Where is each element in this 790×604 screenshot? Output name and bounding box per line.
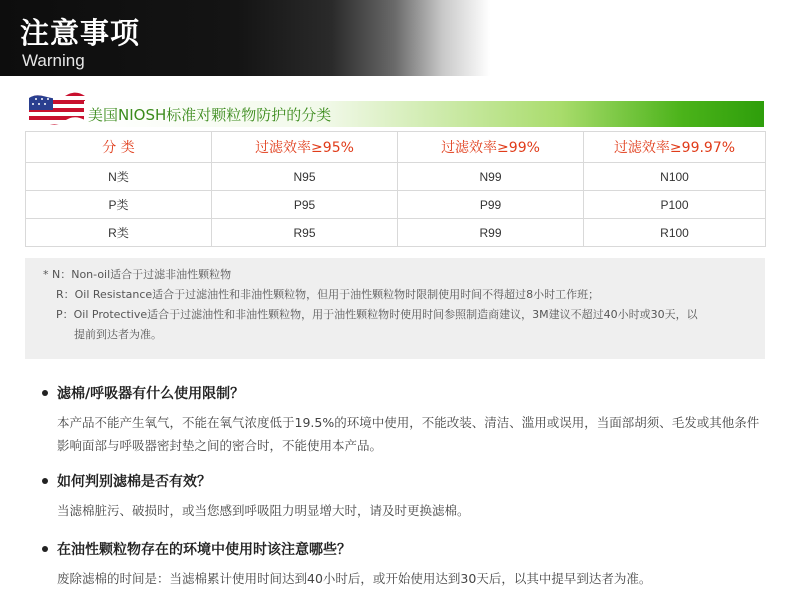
table-row: [26, 163, 766, 191]
header-efficiency-9997: 过滤效率≥99.97%: [584, 132, 766, 163]
classification-table: [25, 131, 766, 247]
table-cell: R95: [212, 219, 398, 247]
faq-item-filter-validity: [40, 471, 760, 522]
table-row: [26, 219, 766, 247]
classification-notes: [25, 258, 765, 359]
note-p: P：Oil Protective适合于过滤油性和非油性颗粒物，用于油性颗粒物时使用时间参照制造商建议，3M建议不超过40小时或30天，以: [56, 308, 698, 321]
faq-question: [40, 471, 760, 493]
note-r: R：Oil Resistance适合于过滤油性和非油性颗粒物，但用于油性颗粒物时限制使用时间不得超过8小时工作班；: [56, 288, 600, 301]
faq-question-text: 滤棉/呼吸器有什么使用限制？: [57, 386, 245, 402]
table-cell: R类: [26, 219, 212, 247]
warning-banner: [0, 0, 790, 76]
faq-item-oily-environment: [40, 539, 760, 590]
faq-answer: 本产品不能产生氧气，不能在氧气浓度低于19.5%的环境中使用，不能改装、清洁、滥用或误用，当面部胡须、毛发或其他条件影响面部与呼吸器密封垫之间的密合时，不能使用本产品。: [57, 415, 760, 453]
table-cell: P95: [212, 191, 398, 219]
faq-item-usage-limits: [40, 383, 760, 457]
faq-question-text: 在油性颗粒物存在的环境中使用时该注意哪些？: [57, 542, 351, 558]
faq-question-text: 如何判别滤棉是否有效？: [57, 474, 211, 490]
table-cell: N类: [26, 163, 212, 191]
note-p-continued: 提前到达者为准。: [74, 328, 162, 341]
standard-heading-bar: [84, 101, 764, 127]
table-cell: R99: [398, 219, 584, 247]
bullet-icon: [42, 390, 48, 396]
header-efficiency-99: 过滤效率≥99%: [398, 132, 584, 163]
us-flag-icon: [27, 88, 87, 128]
table-cell: P类: [26, 191, 212, 219]
faq-question: [40, 539, 760, 561]
header-efficiency-95: 过滤效率≥95%: [212, 132, 398, 163]
table-cell: R100: [584, 219, 766, 247]
bullet-icon: [42, 546, 48, 552]
faq-answer: 废除滤棉的时间是：当滤棉累计使用时间达到40小时后，或开始使用达到30天后，以其中提早到达者为准。: [57, 571, 652, 586]
table-cell: P100: [584, 191, 766, 219]
table-cell: N99: [398, 163, 584, 191]
table-header-row: [26, 132, 766, 163]
faq-answer: 当滤棉脏污、破损时，或当您感到呼吸阻力明显增大时，请及时更换滤棉。: [57, 503, 470, 518]
banner-title: 注意事项: [20, 16, 141, 50]
table-cell: P99: [398, 191, 584, 219]
table-cell: N100: [584, 163, 766, 191]
bullet-icon: [42, 478, 48, 484]
faq-question: [40, 383, 760, 405]
standard-title: 美国NIOSH标准对颗粒物防护的分类: [88, 106, 332, 124]
note-n: * N：Non-oil适合于过滤非油性颗粒物: [43, 268, 232, 281]
header-category: 分 类: [26, 132, 212, 163]
table-row: [26, 191, 766, 219]
table-cell: N95: [212, 163, 398, 191]
banner-subtitle: Warning: [22, 51, 85, 70]
